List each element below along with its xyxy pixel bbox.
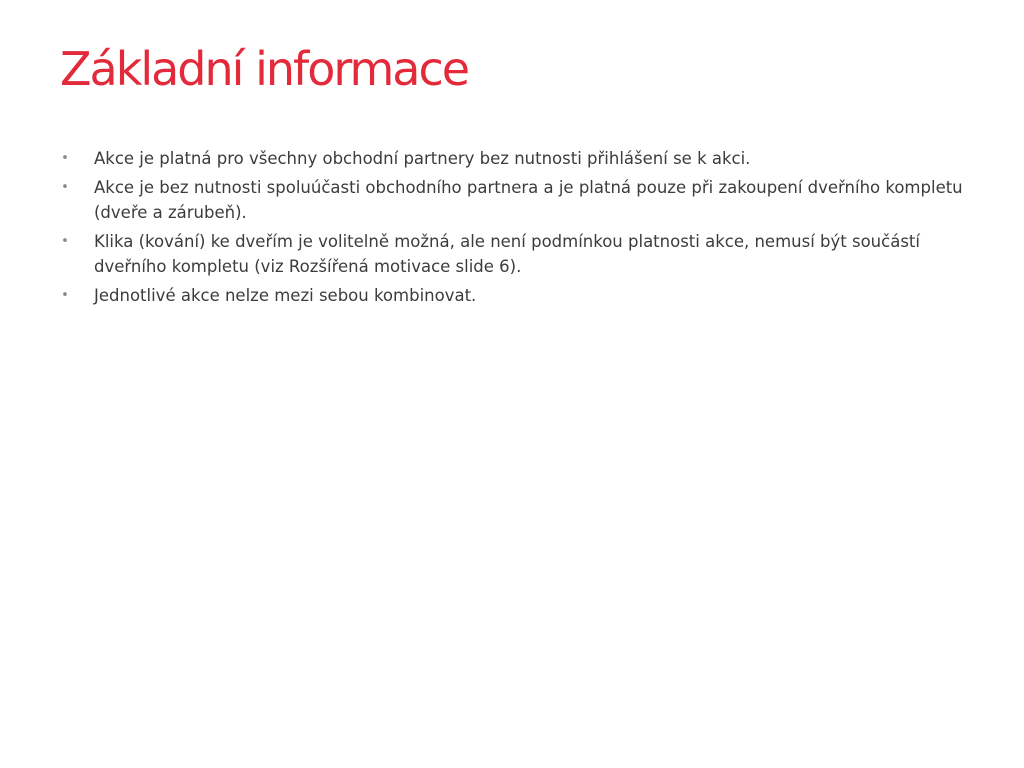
list-item (60, 146, 970, 171)
bullet-icon: • (61, 288, 69, 303)
bullet-icon: • (61, 234, 69, 249)
list-item (60, 283, 970, 308)
list-item (60, 229, 970, 279)
bullet-text: Klika (kování) ke dveřím je volitelně možná, ale není podmínkou platnosti akce, nemusí být součástí dveřního kompletu (viz Rozšířená motivace slide 6). (94, 232, 920, 276)
bullet-text: Jednotlivé akce nelze mezi sebou kombinovat. (94, 286, 477, 305)
list-item (60, 175, 970, 225)
bullet-text: Akce je bez nutnosti spoluúčasti obchodního partnera a je platná pouze při zakoupení dveřního kompletu (dveře a zárubeň). (94, 178, 963, 222)
bullet-icon: • (61, 151, 69, 166)
bullet-text: Akce je platná pro všechny obchodní partnery bez nutnosti přihlášení se k akci. (94, 149, 751, 168)
bullet-list (60, 146, 970, 312)
slide-title: Základní informace (60, 42, 469, 96)
bullet-icon: • (61, 180, 69, 195)
